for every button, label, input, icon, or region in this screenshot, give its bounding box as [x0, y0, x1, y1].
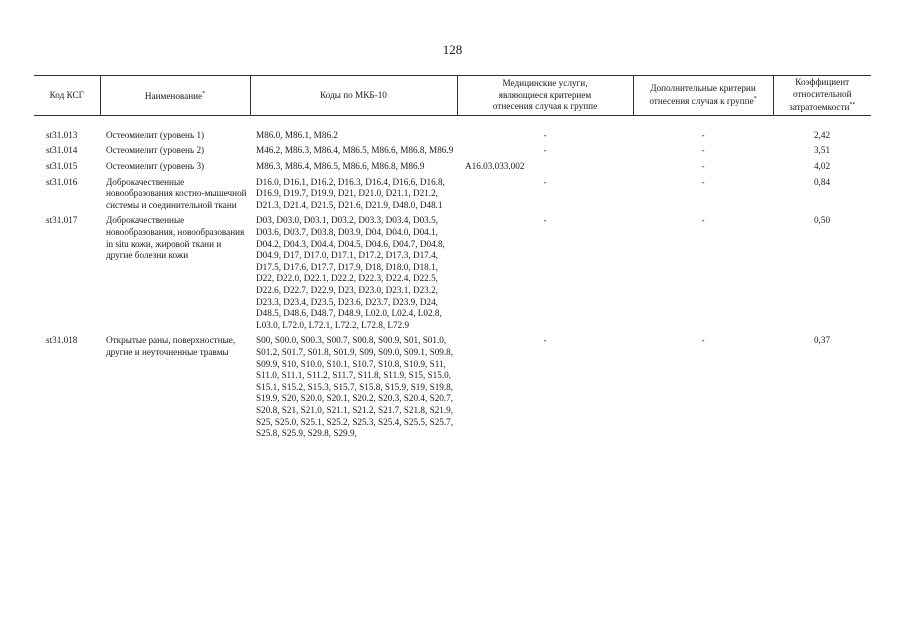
cell-criteria: - [701, 145, 705, 156]
page-number: 128 [442, 42, 463, 57]
table-row [34, 177, 871, 216]
cell-code: st31.015 [46, 161, 78, 172]
cell-name: Остеомиелит (уровень 2) [106, 145, 205, 156]
cell-name: Открытые раны, поверхностные, другие и неуточненные травмы [106, 335, 236, 357]
header-name: Наименование* [100, 76, 250, 116]
cell-services: - [543, 335, 547, 346]
cell-services: A16.03.033.002 [465, 161, 525, 172]
cell-criteria: - [701, 215, 705, 226]
cell-code: st31.014 [46, 145, 78, 156]
cell-code: st31.016 [46, 176, 78, 187]
table-row [34, 130, 871, 146]
cell-code: st31.018 [46, 335, 78, 346]
cell-coef: 4,02 [813, 161, 831, 172]
cell-criteria: - [701, 129, 705, 140]
cell-mkb: D16.0, D16.1, D16.2, D16.3, D16.4, D16.6, D16.8, D16.9, D19.7, D19.9, D21, D21.0, D21.1, D21.2, D21.3, D21.4, D21.5, D21.6, D21.9, D48.0, D48.1 [256, 176, 445, 210]
cell-coef: 0,50 [813, 215, 831, 226]
cell-name: Остеомиелит (уровень 3) [106, 161, 205, 172]
cell-coef: 3,51 [813, 145, 831, 156]
cell-mkb: M86.3, M86.4, M86.5, M86.6, M86.8, M86.9 [256, 161, 425, 172]
table-row [34, 335, 871, 443]
cell-criteria: - [701, 176, 705, 187]
table-row [34, 161, 871, 177]
header-mkb: Коды по МКБ-10 [250, 76, 457, 116]
header-coef: Коэффициент относительной затратоемкости** [773, 76, 871, 116]
cell-criteria: - [701, 335, 705, 346]
cell-mkb: M86.0, M86.1, M86.2 [256, 129, 338, 140]
cell-mkb: S00, S00.0, S00.3, S00.7, S00.8, S00.9, S01, S01.0, S01.2, S01.7, S01.8, S01.9, S09, S09.0, S09.1, S09.8, S09.9, S10, S10.0, S10.1, S10.7, S10.8, S10.9, S11, S11.0, S11.1, S11.2, S11.7, S11.8, S11.9, S15, S15.0, S15.1, S15.2, S15.3, S15.7, S15.8, S15.9, S19, S19.8, S19.9, S20, S20.0, S20.1, S20.2, S20.3, S20.4, S20.7, S20.8, S21, S21.0, S21.1, S21.2, S21.7, S21.8, S21.9, S25, S25.0, S25.1, S25.2, S25.3, S25.4, S25.5, S25.7, S25.8, S25.9, S29.8, S29.9, [256, 335, 454, 439]
cell-services: - [543, 215, 547, 226]
table-header-row [34, 76, 871, 116]
cell-coef: 0,84 [813, 176, 831, 187]
cell-code: st31.013 [46, 129, 78, 140]
header-criteria: Дополнительные критерии отнесения случая к группе* [633, 76, 773, 116]
cell-services: - [543, 129, 547, 140]
header-code: Код КСГ [34, 76, 100, 116]
cell-coef: 0,37 [813, 335, 831, 346]
cell-name: Остеомиелит (уровень 1) [106, 129, 205, 140]
cell-services: - [543, 176, 547, 187]
cell-coef: 2,42 [813, 129, 831, 140]
cell-name: Доброкачественные новообразования костно-мышечной системы и соединительной ткани [106, 176, 247, 210]
cell-mkb: D03, D03.0, D03.1, D03.2, D03.3, D03.4, D03.5, D03.6, D03.7, D03.8, D03.9, D04, D04.0, D04.1, D04.2, D04.3, D04.4, D04.5, D04.6, D04.7, D04.8, D04.9, D17, D17.0, D17.1, D17.2, D17.3, D17.4, D17.5, D17.6, D17.7, D17.9, D18, D18.0, D18.1, D22, D22.0, D22.1, D22.2, D22.3, D22.4, D22.5, D22.6, D22.7, D22.9, D23, D23.0, D23.1, D23.2, D23.3, D23.4, D23.5, D23.6, D23.7, D23.9, D24, D48.5, D48.6, D48.7, D48.9, L02.0, L02.4, L02.8, L03.0, L72.0, L72.1, L72.2, L72.8, L72.9 [256, 215, 445, 330]
cell-code: st31.017 [46, 215, 78, 226]
table-row [34, 145, 871, 161]
cell-mkb: M46.2, M86.3, M86.4, M86.5, M86.6, M86.8, M86.9 [256, 145, 454, 156]
header-services: Медицинские услуги, являющиеся критерием отнесения случая к группе [457, 76, 633, 116]
cell-name: Доброкачественные новообразования, новообразования in situ кожи, жировой ткани и другие болезни кожи [106, 215, 245, 261]
ksg-table [34, 75, 871, 444]
table-spacer [34, 115, 871, 130]
cell-criteria: - [701, 161, 705, 172]
table-row [34, 215, 871, 335]
cell-services: - [543, 145, 547, 156]
